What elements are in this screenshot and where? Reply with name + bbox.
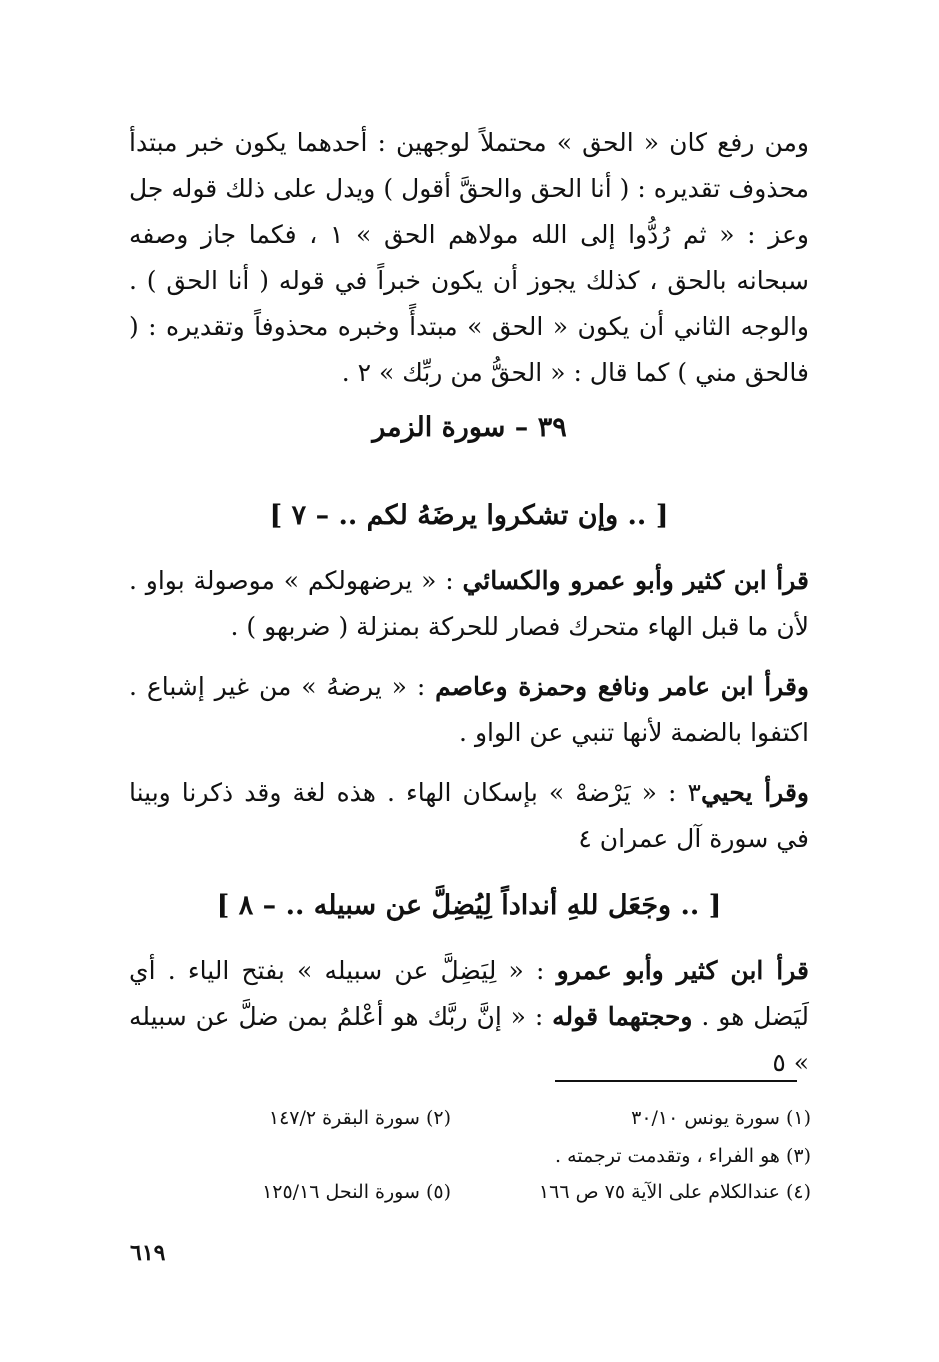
reading-text: ٣ : « يَرْضهْ » بإسكان الهاء . هذه لغة وقد ذكرنا وبينا في سورة آل عمران ٤: [129, 778, 809, 853]
verse-heading-7: [ .. وإن تشكروا يرضَهُ لكم .. – ٧ ]: [269, 500, 669, 531]
argument-label: وحجتهما قوله: [552, 1002, 693, 1031]
reading-text: : « إنَّ ربَّك هو أعْلمُ بمن ضلَّ عن سبيله » ٥: [129, 1002, 809, 1077]
footnote-3: (٣) هو الفراء ، وتقدمت ترجمته .: [555, 1145, 811, 1167]
reciters-name: قرأ ابن كثير وأبو عمرو والكسائي: [462, 566, 809, 595]
reciters-name: قرأ ابن كثير وأبو عمرو: [556, 956, 809, 985]
footnote-1: (١) سورة يونس ٣٠/١٠: [631, 1107, 811, 1129]
footnote-4: (٤) عندالكلام على الآية ٧٥ ص ١٦٦: [538, 1181, 811, 1203]
reciters-name: وقرأ يحيي: [700, 778, 809, 807]
page-number: ٦١٩: [130, 1240, 166, 1266]
reciters-name: وقرأ ابن عامر ونافع وحمزة وعاصم: [435, 672, 809, 701]
footnote-5: (٥) سورة النحل ١٢٥/١٦: [262, 1181, 451, 1203]
footnote-2: (٢) سورة البقرة ١٤٧/٢: [268, 1107, 451, 1129]
paragraph-reading-3: [129, 770, 809, 862]
footnote-separator: [555, 1080, 797, 1082]
paragraph-intro: [129, 120, 809, 396]
reading-text: : « يرضهُ » من غير إشباع . اكتفوا بالضمة لأنها تنبي عن الواو .: [129, 672, 809, 747]
surah-heading: ٣٩ – سورة الزمر: [372, 412, 567, 443]
intro-text: ومن رفع كان « الحق » محتملاً لوجهين : أحدهما يكون خبر مبتدأ محذوف تقديره : ( أنا الحق والحقَّ أقول ) ويدل على ذلك قوله جل وعز : « ثم رُدُّوا إلى الله مولاهم الحق » ١ ، فكما جاز وصفه سبحانه بالحق ، كذلك يجوز أن يكون خبراً في قوله ( أنا الحق ) . والوجه الثاني أن يكون « الحق » مبتدأً وخبره محذوفاً وتقديره : ( فالحق مني ) كما قال : « الحقُّ من ربِّك » ٢ .: [129, 128, 809, 387]
verse-heading-8: [ .. وجَعَل للهِ أنداداً لِيُضِلَّ عن سبيله .. – ٨ ]: [216, 890, 722, 921]
reading-text: : « لِيَضِلَّ عن سبيله » بفتح الياء . أي لَيَضل هو .: [129, 956, 809, 1031]
paragraph-reading-2: [129, 664, 809, 756]
reading-text: : « يرضهولكم » موصولة بواو . لأن ما قبل الهاء متحرك فصار للحركة بمنزلة ( ضربهو ) .: [129, 566, 809, 641]
paragraph-reading-4: [129, 948, 809, 1086]
paragraph-reading-1: [129, 558, 809, 650]
